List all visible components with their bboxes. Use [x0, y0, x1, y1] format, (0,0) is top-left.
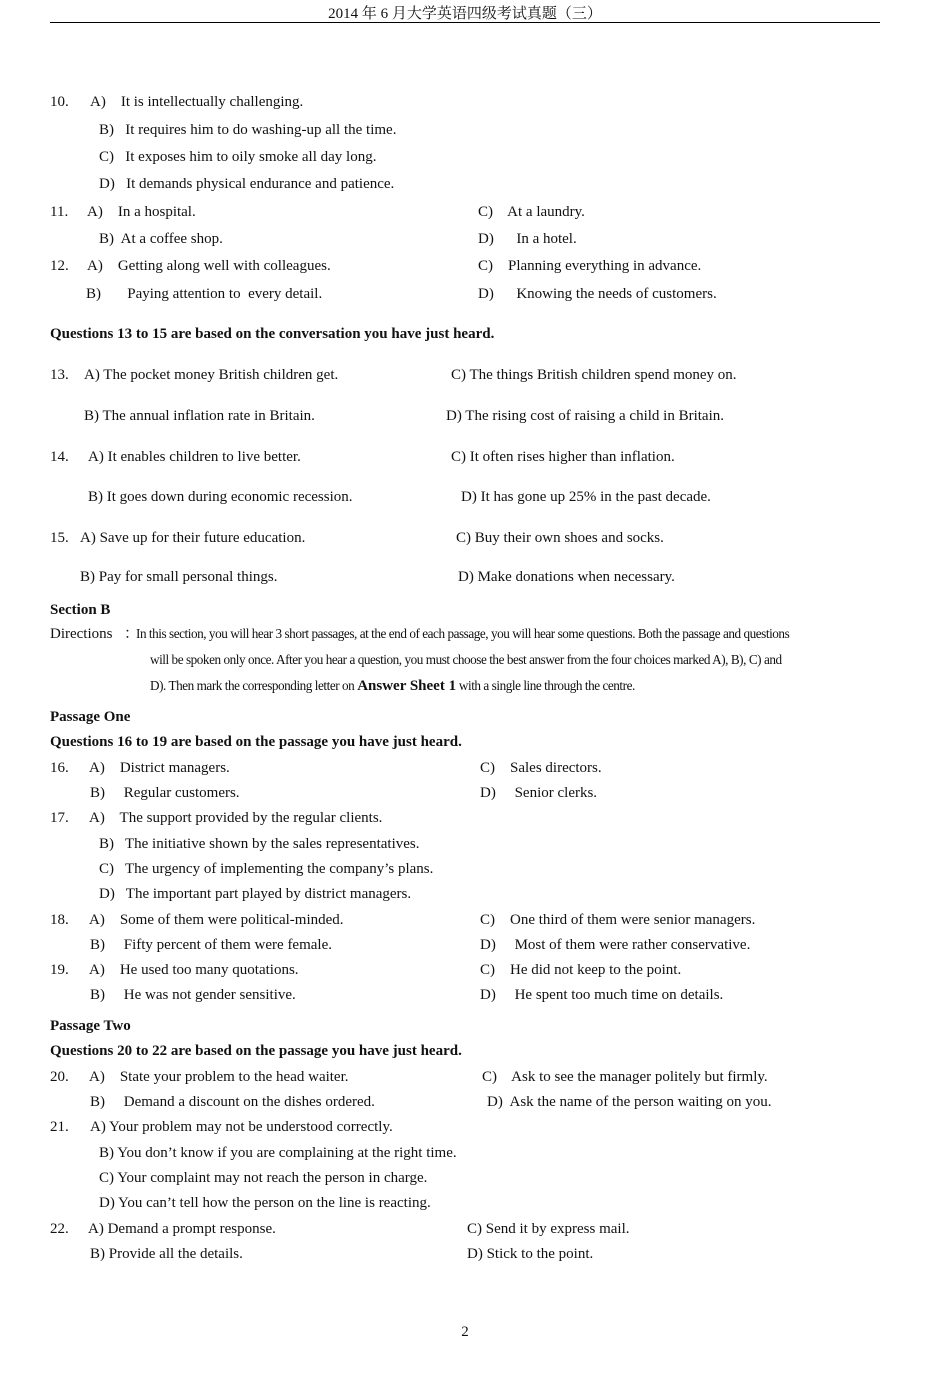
option-a: A) In a hospital. — [87, 204, 196, 220]
option-b: B) At a coffee shop. — [99, 231, 223, 247]
question-number: 19. — [50, 962, 69, 978]
answer-sheet-label: Answer Sheet 1 — [357, 678, 457, 694]
option-a: A) District managers. — [89, 760, 230, 776]
option-b: B) Paying attention to every detail. — [86, 286, 323, 302]
option-c: C) Ask to see the manager politely but firmly. — [482, 1069, 768, 1085]
option-d: D) Stick to the point. — [467, 1246, 594, 1262]
directions-line-1: In this section, you will hear 3 short passages, at the end of each passage, you will hear some questions. Both the passage and questions — [136, 626, 790, 641]
option-d: D) In a hotel. — [478, 231, 577, 247]
question-number: 22. — [50, 1221, 69, 1237]
page-header-title: 2014 年 6 月大学英语四级考试真题（三） — [328, 6, 602, 22]
option-d: D) You can’t tell how the person on the line is reacting. — [99, 1195, 431, 1211]
option-d: D) Senior clerks. — [480, 785, 598, 801]
option-a: A) It enables children to live better. — [88, 449, 301, 465]
directions-line-3 — [150, 677, 885, 695]
option-a: A) Demand a prompt response. — [88, 1221, 276, 1237]
option-c: C) The things British children spend money on. — [451, 367, 737, 383]
option-a: A) It is intellectually challenging. — [90, 94, 304, 110]
question-number: 18. — [50, 912, 69, 928]
page-number: 2 — [461, 1324, 469, 1340]
passage-heading: Passage Two — [50, 1018, 131, 1034]
option-a: A) He used too many quotations. — [89, 962, 299, 978]
directions-colon: ： — [124, 626, 140, 642]
question-group-heading: Questions 20 to 22 are based on the passage you have just heard. — [50, 1043, 462, 1059]
option-c: C) Sales directors. — [480, 760, 602, 776]
option-d: D) The rising cost of raising a child in Britain. — [446, 408, 725, 424]
option-d: D) Knowing the needs of customers. — [478, 286, 717, 302]
question-number: 16. — [50, 760, 69, 776]
option-c: C) He did not keep to the point. — [480, 962, 682, 978]
option-b: B) Provide all the details. — [90, 1246, 243, 1262]
option-c: C) Buy their own shoes and socks. — [456, 530, 664, 546]
option-d: D) Make donations when necessary. — [458, 569, 675, 585]
question-number: 12. — [50, 258, 69, 274]
option-a: A) Save up for their future education. — [80, 530, 306, 546]
option-d: D) It has gone up 25% in the past decade. — [461, 489, 711, 505]
passage-heading: Passage One — [50, 709, 131, 725]
option-b: B) He was not gender sensitive. — [90, 987, 296, 1003]
directions-label: Directions — [50, 626, 113, 642]
option-a: A) Getting along well with colleagues. — [87, 258, 331, 274]
option-b: B) Fifty percent of them were female. — [90, 937, 332, 953]
option-c: C) Planning everything in advance. — [478, 258, 702, 274]
question-number: 17. — [50, 810, 69, 826]
header-divider — [50, 22, 880, 23]
option-a: A) The support provided by the regular clients. — [89, 810, 383, 826]
option-b: B) Regular customers. — [90, 785, 240, 801]
option-c: C) Your complaint may not reach the person in charge. — [99, 1170, 428, 1186]
option-b: B) Demand a discount on the dishes ordered. — [90, 1094, 375, 1110]
option-a: A) The pocket money British children get. — [84, 367, 339, 383]
question-number: 11. — [50, 204, 69, 220]
option-c: C) One third of them were senior managers. — [480, 912, 756, 928]
question-number: 20. — [50, 1069, 69, 1085]
option-d: D) Most of them were rather conservative. — [480, 937, 751, 953]
question-number: 15. — [50, 530, 69, 546]
question-number: 13. — [50, 367, 69, 383]
option-d: D) The important part played by district managers. — [99, 886, 412, 902]
directions-line-2: will be spoken only once. After you hear a question, you must choose the best answer from the four choices marked A), B), C) and — [150, 652, 782, 667]
option-a: A) Some of them were political-minded. — [89, 912, 344, 928]
option-c: C) It often rises higher than inflation. — [451, 449, 675, 465]
option-d: D) Ask the name of the person waiting on you. — [487, 1094, 772, 1110]
option-b: B) You don’t know if you are complaining at the right time. — [99, 1145, 457, 1161]
option-b: B) The initiative shown by the sales representatives. — [99, 836, 420, 852]
question-group-heading: Questions 16 to 19 are based on the passage you have just heard. — [50, 734, 462, 750]
option-c: C) At a laundry. — [478, 204, 585, 220]
directions-line-3-pre: D). Then mark the corresponding letter on — [150, 678, 358, 693]
directions-line-3-post: with a single line through the centre. — [456, 678, 635, 693]
option-c: C) The urgency of implementing the company’s plans. — [99, 861, 434, 877]
option-a: A) State your problem to the head waiter. — [89, 1069, 349, 1085]
question-number: 14. — [50, 449, 69, 465]
option-b: B) Pay for small personal things. — [80, 569, 278, 585]
option-b: B) It goes down during economic recession. — [88, 489, 353, 505]
question-number: 21. — [50, 1119, 69, 1135]
question-number: 10. — [50, 94, 69, 110]
option-c: C) Send it by express mail. — [467, 1221, 630, 1237]
option-d: D) He spent too much time on details. — [480, 987, 724, 1003]
section-heading: Section B — [50, 602, 111, 618]
question-group-heading: Questions 13 to 15 are based on the conversation you have just heard. — [50, 326, 495, 342]
option-c: C) It exposes him to oily smoke all day long. — [99, 149, 377, 165]
option-b: B) It requires him to do washing-up all the time. — [99, 122, 397, 138]
option-d: D) It demands physical endurance and patience. — [99, 176, 395, 192]
option-b: B) The annual inflation rate in Britain. — [84, 408, 315, 424]
option-a: A) Your problem may not be understood correctly. — [90, 1119, 393, 1135]
